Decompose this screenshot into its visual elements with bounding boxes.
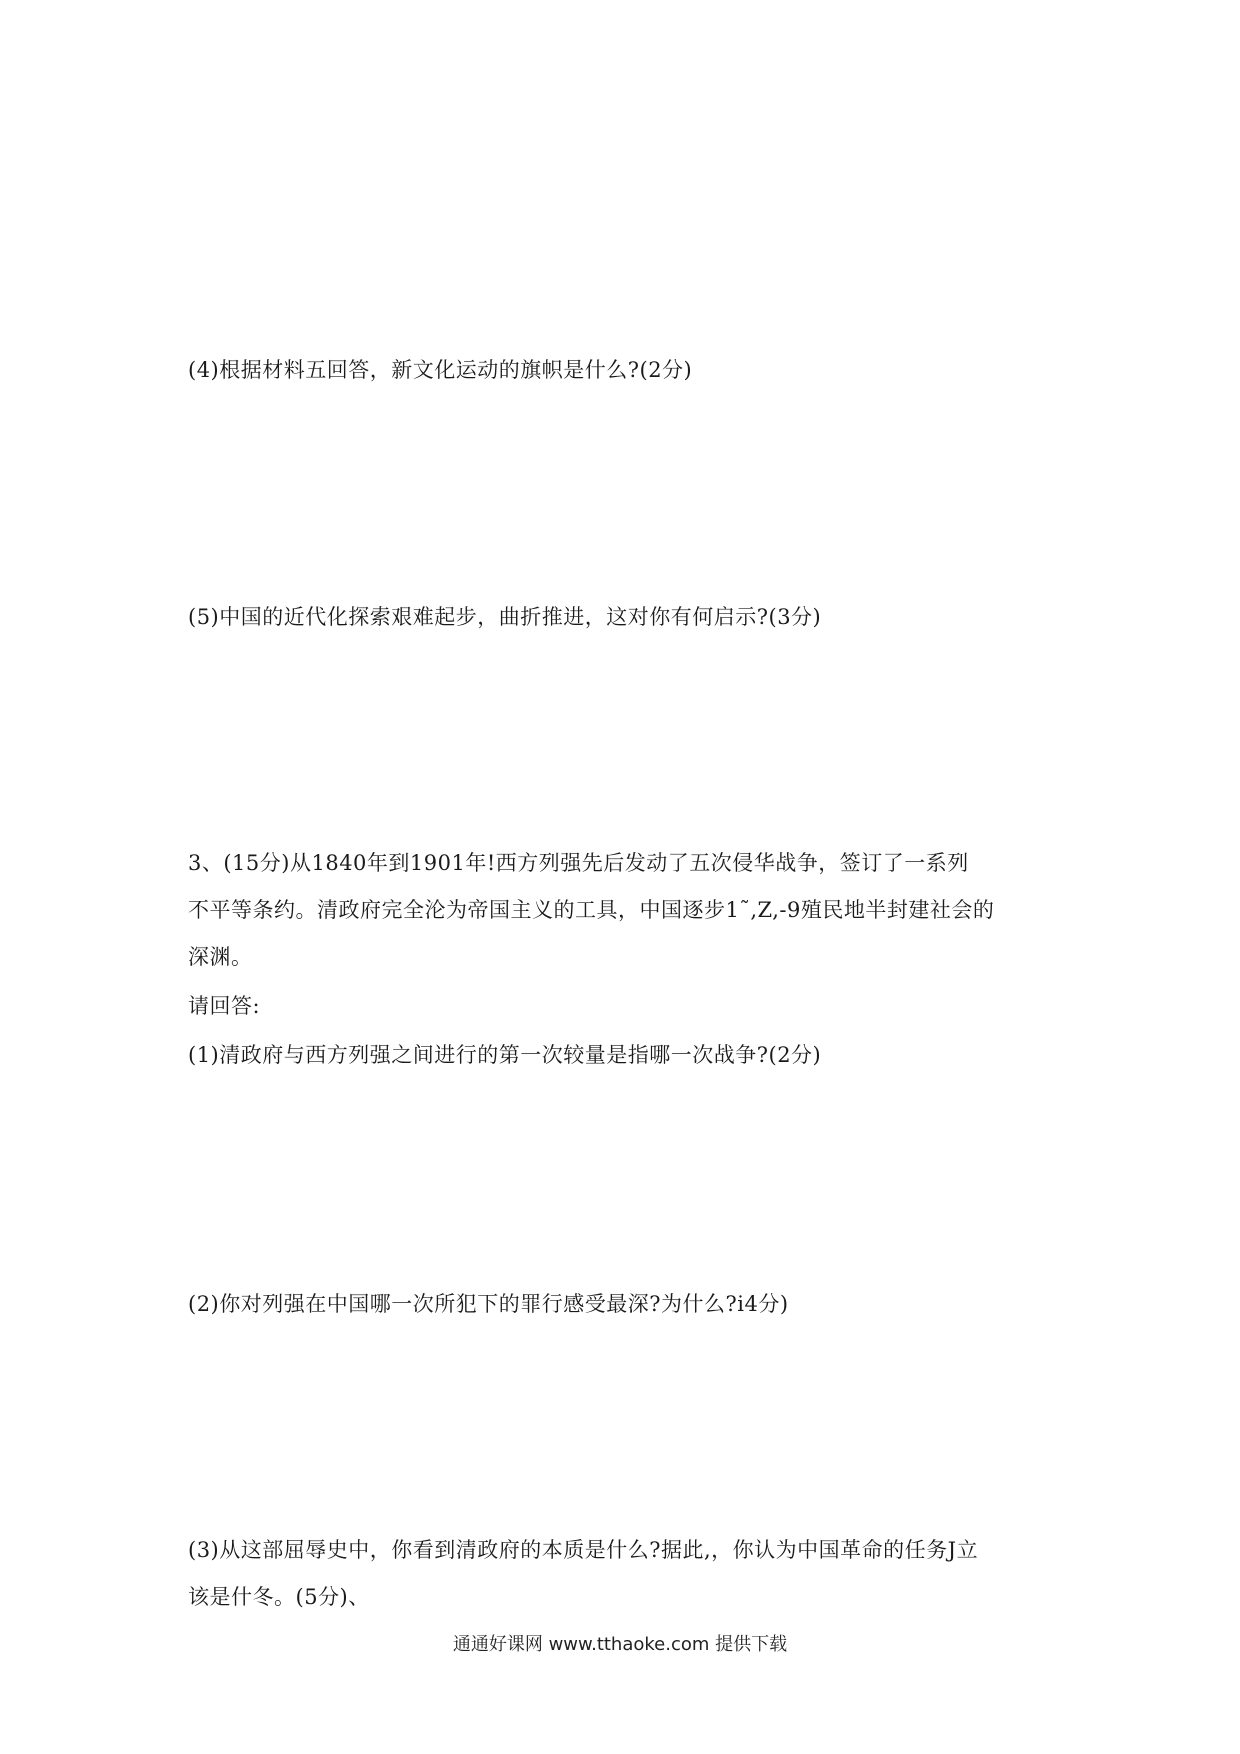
page-footer: 通通好课网 www.tthaoke.com 提供下载 — [452, 1634, 788, 1655]
question-3-1: (1)清政府与西方列强之间进行的第一次较量是指哪一次战争?(2分) — [188, 1043, 822, 1067]
question-3-intro-line-1: 3、(15分)从1840年到1901年!西方列强先后发动了五次侵华战争，签订了一系列 — [188, 851, 969, 875]
question-3-intro-line-3: 深渊。 — [188, 945, 253, 969]
question-3-intro-line-2: 不平等条约。清政府完全沦为帝国主义的工具，中国逐步1˜,Z,-9殖民地半封建社会的 — [188, 898, 995, 922]
question-3-3-line-2: 该是什冬。(5分)、 — [188, 1585, 370, 1609]
question-3-prompt: 请回答: — [188, 994, 261, 1018]
question-3-2: (2)你对列强在中国哪一次所犯下的罪行感受最深?为什么?i4分) — [188, 1292, 789, 1316]
question-3-3-line-1: (3)从这部屈辱史中，你看到清政府的本质是什么?据此,，你认为中国革命的任务J立 — [188, 1538, 979, 1562]
question-2-5: (5)中国的近代化探索艰难起步，曲折推进，这对你有何启示?(3分) — [188, 605, 822, 629]
question-2-4: (4)根据材料五回答，新文化运动的旗帜是什么?(2分) — [188, 358, 693, 382]
